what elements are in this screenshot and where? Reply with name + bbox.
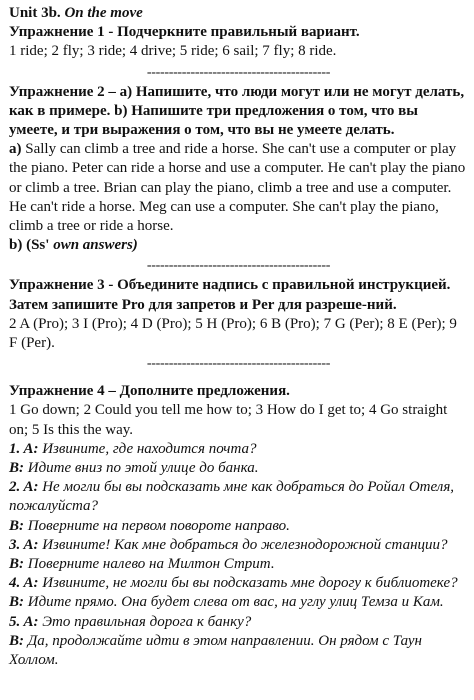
- ex3-answers: 2 A (Pro); 3 I (Pro); 4 D (Pro); 5 H (Pro); 6 B (Pro); 7 G (Per); 8 E (Per); 9 F (Per).: [9, 315, 457, 352]
- dialogue-text: Извините, где находится почта?: [38, 440, 257, 457]
- dialogue-text: Это правильная дорога к банку?: [38, 613, 252, 630]
- dialogue-line: [9, 536, 468, 555]
- dialogue-speaker: B:: [9, 556, 24, 573]
- separator: ------------------------------------------: [146, 356, 331, 372]
- dialogue-line: [9, 555, 468, 574]
- dialogue-speaker: 1. A:: [9, 440, 39, 457]
- separator: ------------------------------------------: [146, 258, 331, 274]
- dialogue-speaker: 3. A:: [9, 536, 39, 553]
- dialogue-text: Поверните на первом повороте направо.: [24, 517, 290, 534]
- dialogue-line: [9, 574, 468, 593]
- dialogue-speaker: 2. A:: [9, 479, 39, 496]
- unit-title: [9, 4, 468, 23]
- ex2-b-label: b) (Ss': [9, 237, 50, 254]
- dialogue-speaker: 4. A:: [9, 575, 39, 592]
- ex1-answers: 1 ride; 2 fly; 3 ride; 4 drive; 5 ride; 6 sail; 7 fly; 8 ride.: [9, 43, 337, 60]
- dialogue-line: [9, 517, 468, 536]
- ex4-heading: Упражнение 4 – Дополните предложения.: [9, 383, 290, 400]
- dialogue-speaker: B:: [9, 632, 24, 649]
- ex2-a: [9, 140, 468, 236]
- ex1-heading: Упражнение 1 - Подчеркните правильный вариант.: [9, 24, 360, 41]
- dialogue-speaker: B:: [9, 460, 24, 477]
- ex2-b-italic: own answers): [53, 237, 138, 254]
- separator: ------------------------------------------: [146, 64, 331, 80]
- ex2-a-text: Sally can climb a tree and ride a horse. She can't use a computer or play the piano. Peter can ride a horse and use a computer. He can't play the piano or climb a tree. Brian can play the piano, climb a tree and use a computer. He can't ride a horse. Meg can use a computer. She can't play the piano, climb a tree or ride a horse.: [9, 141, 466, 235]
- dialogue-speaker: B:: [9, 594, 24, 611]
- dialogue-text: Идите прямо. Она будет слева от вас, на углу улиц Темза и Кам.: [24, 594, 444, 611]
- dialogue-speaker: B:: [9, 517, 24, 534]
- dialogue-text: Поверните налево на Милтон Стрит.: [24, 556, 275, 573]
- ex2-b: [9, 236, 468, 255]
- dialogue-line: [9, 440, 468, 459]
- dialogue-line: [9, 632, 468, 670]
- dialogue-line: [9, 593, 468, 612]
- dialogue-speaker: 5. A:: [9, 613, 39, 630]
- dialogue-text: Извините, не могли бы вы подсказать мне дорогу к библиотеке?: [38, 575, 458, 592]
- ex2-heading: Упражнение 2 – a) Напишите, что люди могут или не могут делать, как в примере. b) Напишите три предложения о том, что вы умеете, и три выражения о том, что вы не умеете делать.: [9, 83, 465, 139]
- dialogue-line: [9, 613, 468, 632]
- dialogue-text: Не могли бы вы подсказать мне как добраться до Ройал Отеля, пожалуйста?: [9, 479, 455, 515]
- unit-subtitle: On the move: [64, 5, 143, 21]
- dialogue-text: Да, продолжайте идти в этом направлении. Он рядом с Таун Холлом.: [9, 632, 422, 669]
- dialogue-line: [9, 459, 468, 478]
- ex4-answers: 1 Go down; 2 Could you tell me how to; 3 How do I get to; 4 Go straight on; 5 Is this the way.: [9, 402, 448, 438]
- ex4-dialogues: [9, 440, 468, 670]
- unit-number: Unit 3b.: [9, 5, 61, 21]
- dialogue-line: [9, 478, 468, 516]
- ex2-a-label: a): [9, 141, 22, 158]
- dialogue-text: Извините! Как мне добраться до железнодорожной станции?: [38, 536, 448, 553]
- dialogue-text: Идите вниз по этой улице до банка.: [24, 460, 259, 477]
- ex3-heading: Упражнение 3 - Объедините надпись с правильной инструкцией. Затем запишите Pro для запретов и Per для разреше-ний.: [9, 277, 451, 313]
